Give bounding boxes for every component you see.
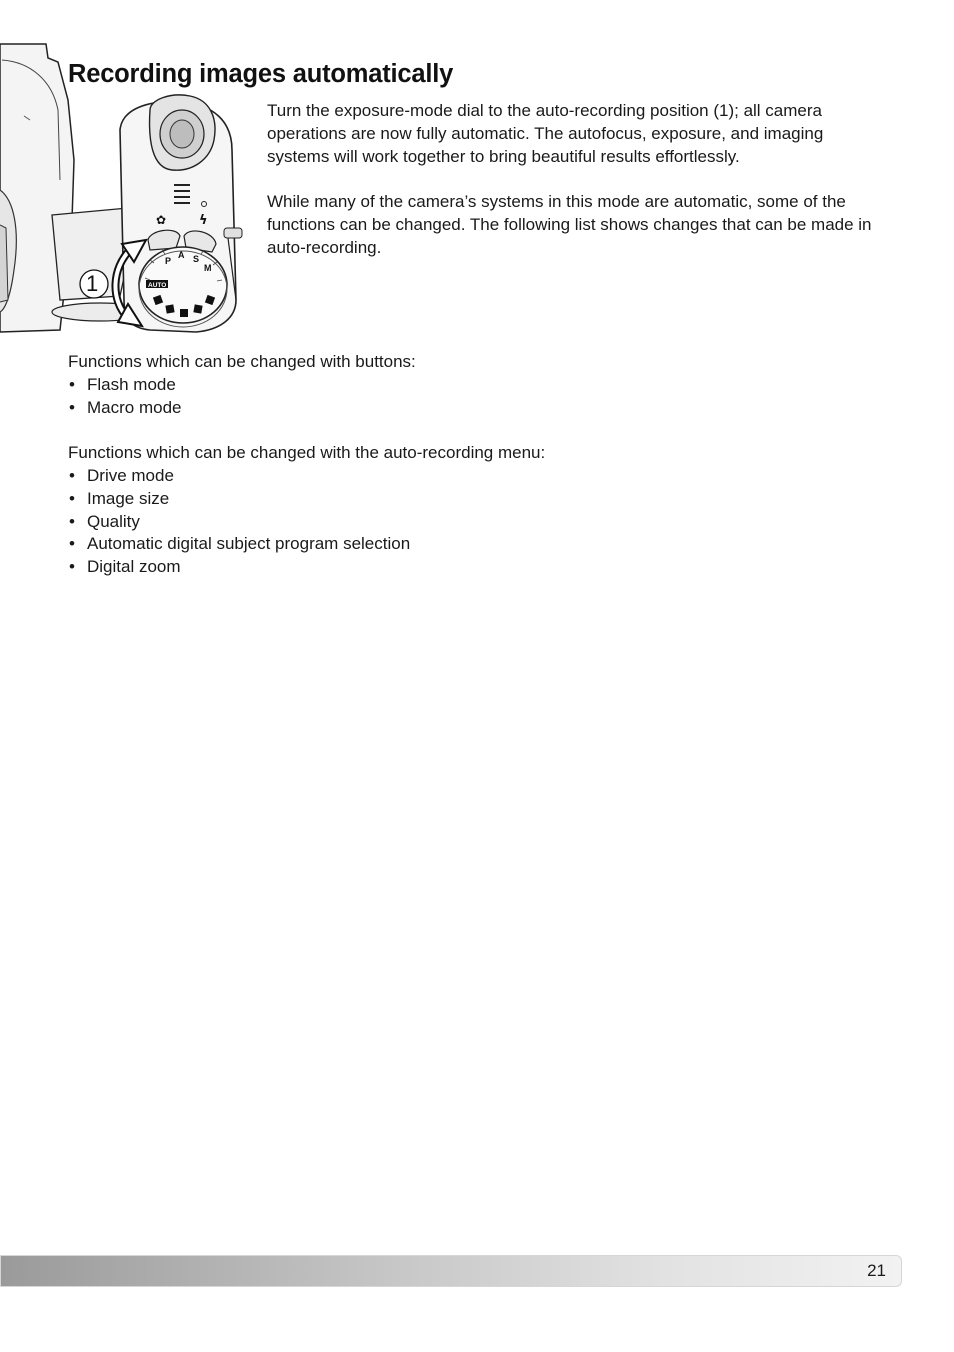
buttons-function-list [68, 374, 888, 420]
list-item: • Automatic digital subject program selection [68, 533, 888, 556]
page-number: 21 [867, 1261, 886, 1280]
svg-text:P: P [165, 256, 172, 266]
svg-text:A: A [178, 250, 185, 260]
svg-text:AUTO: AUTO [148, 282, 167, 289]
camera-dial-illustration [0, 40, 250, 340]
svg-text:M: M [204, 263, 212, 273]
function-lists [68, 351, 888, 602]
menu-group-heading: Functions which can be changed with the auto-recording menu: [68, 443, 546, 463]
page-title: Recording images automatically [68, 60, 454, 88]
page-footer-bar [0, 1255, 902, 1287]
list-item: • Drive mode [68, 465, 888, 488]
intro-paragraph-2: While many of the camera’s systems in this mode are automatic, some of the functions can be changed. The following list shows changes that can be made in auto-recording. [267, 192, 872, 257]
svg-text:S: S [193, 254, 200, 264]
list-item: • Quality [68, 511, 888, 534]
menu-function-list [68, 465, 888, 579]
svg-text:✿: ✿ [156, 213, 167, 227]
list-item: • Digital zoom [68, 556, 888, 579]
camera-exposure-mode-dial-illustration [0, 40, 250, 340]
intro-paragraph-1: Turn the exposure-mode dial to the auto-recording position (1); all camera operations are now fully automatic. The autofocus, exposure, and imaging systems will work together to bring beautiful results effortlessly. [267, 101, 824, 166]
svg-text:ϟ: ϟ [199, 213, 208, 228]
list-item: • Image size [68, 488, 888, 511]
callout-number: 1 [86, 271, 99, 296]
buttons-function-group [68, 351, 888, 419]
menu-function-group [68, 442, 888, 579]
list-item: • Flash mode [68, 374, 888, 397]
buttons-group-heading: Functions which can be changed with buttons: [68, 352, 416, 371]
list-item: • Macro mode [68, 397, 888, 420]
intro-text [267, 100, 887, 282]
